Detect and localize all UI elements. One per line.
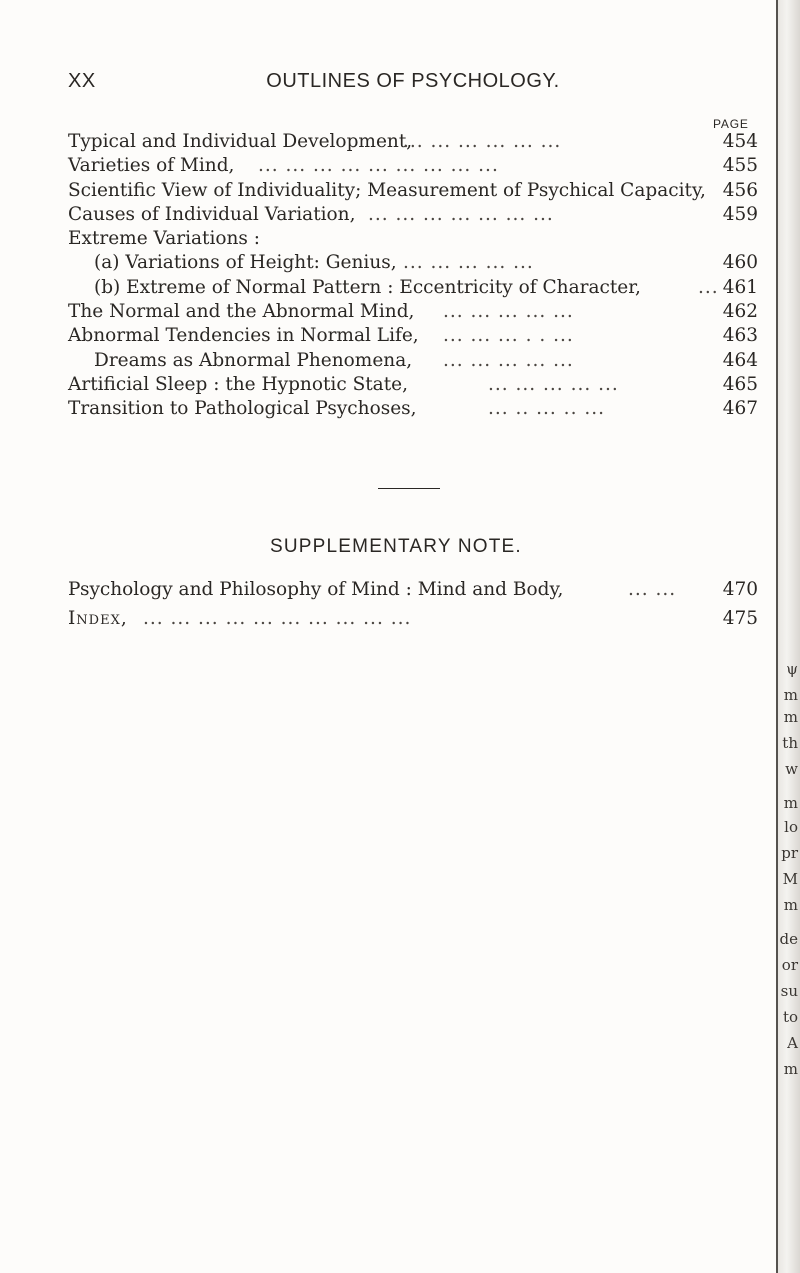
leader-dots: ... ... ... ... ... bbox=[443, 301, 574, 323]
toc-entry bbox=[68, 373, 758, 397]
toc-entry bbox=[68, 276, 758, 300]
entry-page: 464 bbox=[722, 349, 758, 371]
leader-dots: ... ... ... ... ... bbox=[488, 373, 619, 395]
entry-page: 463 bbox=[722, 325, 758, 347]
edge-fragment: m bbox=[783, 708, 798, 726]
entry-label: Transition to Pathological Psychoses, bbox=[68, 398, 417, 420]
leader-dots: ... ... ... ... ... ... bbox=[403, 131, 562, 152]
entry-label: Dreams as Abnormal Phenomena, bbox=[94, 349, 413, 371]
edge-fragment: m bbox=[783, 794, 798, 812]
leader-dots: ... ... ... ... ... ... ... ... ... bbox=[258, 155, 499, 177]
toc-entry bbox=[68, 251, 758, 275]
entry-label: The Normal and the Abnormal Mind, bbox=[68, 301, 415, 323]
entry-page: 460 bbox=[722, 252, 758, 274]
entry-label: Abnormal Tendencies in Normal Life, bbox=[68, 325, 419, 347]
page-number: XX bbox=[68, 70, 96, 92]
table-of-contents bbox=[68, 130, 758, 422]
toc-entry bbox=[68, 397, 758, 421]
entry-page: 470 bbox=[722, 579, 758, 600]
leader-dots: ... ... ... ... ... ... ... ... ... ... bbox=[143, 608, 412, 629]
entry-page: 467 bbox=[722, 398, 758, 420]
edge-fragment: lo bbox=[784, 818, 798, 836]
edge-fragment: de bbox=[779, 930, 798, 948]
supplementary-contents bbox=[68, 578, 758, 636]
page-column-label: PAGE bbox=[713, 117, 749, 131]
toc-entry bbox=[68, 578, 758, 607]
edge-fragment: ψ bbox=[786, 660, 798, 678]
running-title: OUTLINES OF PSYCHOLOGY. bbox=[266, 70, 560, 92]
edge-fragment: to bbox=[782, 1008, 798, 1026]
leader-dots: ... ... ... ... ... bbox=[443, 349, 574, 371]
entry-label: Index, bbox=[68, 608, 128, 629]
entry-page: 462 bbox=[722, 301, 758, 323]
entry-label: Typical and Individual Development, bbox=[68, 131, 413, 152]
leader-dots: ... ... ... . . ... bbox=[443, 325, 574, 347]
toc-entry bbox=[68, 227, 758, 251]
edge-fragment: m bbox=[783, 1060, 798, 1078]
leader-dots: ... ... ... ... ... ... ... bbox=[368, 203, 554, 225]
entry-page: 465 bbox=[722, 373, 758, 395]
section-divider bbox=[378, 488, 440, 489]
edge-fragment: m bbox=[783, 686, 798, 704]
leader-dots: ... .. ... .. ... bbox=[488, 398, 605, 420]
toc-entry bbox=[68, 130, 758, 154]
edge-fragment: M bbox=[782, 870, 798, 888]
entry-label: Causes of Individual Variation, bbox=[68, 203, 356, 225]
entry-page: 454 bbox=[722, 131, 758, 152]
toc-entry bbox=[68, 154, 758, 178]
entry-page: 461 bbox=[722, 276, 758, 298]
leader-dots: ... bbox=[698, 276, 719, 298]
edge-fragment: th bbox=[782, 734, 798, 752]
leader-dots: ... ... bbox=[628, 579, 677, 600]
entry-page: 459 bbox=[722, 203, 758, 225]
toc-entry bbox=[68, 607, 758, 636]
entry-label: Psychology and Philosophy of Mind : Mind and Body, bbox=[68, 579, 564, 600]
toc-entry bbox=[68, 300, 758, 324]
edge-fragment: su bbox=[780, 982, 798, 1000]
edge-fragment: m bbox=[783, 896, 798, 914]
toc-entry bbox=[68, 179, 758, 203]
entry-page: 475 bbox=[722, 608, 758, 629]
supplementary-title: SUPPLEMENTARY NOTE. bbox=[270, 536, 522, 557]
edge-fragment: w bbox=[785, 760, 798, 778]
leader-dots: ... ... ... ... ... bbox=[403, 252, 534, 274]
entry-label: Extreme Variations : bbox=[68, 228, 261, 250]
entry-label: Varieties of Mind, bbox=[68, 155, 235, 177]
adjacent-page-edge bbox=[776, 0, 800, 1273]
entry-label: Artificial Sleep : the Hypnotic State, bbox=[68, 373, 408, 395]
entry-label: (a) Variations of Height: Genius, bbox=[94, 252, 397, 274]
edge-fragment: pr bbox=[781, 844, 798, 862]
edge-fragment: or bbox=[781, 956, 798, 974]
edge-fragment: A bbox=[787, 1034, 798, 1052]
toc-entry bbox=[68, 324, 758, 348]
entry-page: 456 bbox=[722, 179, 758, 201]
toc-entry bbox=[68, 349, 758, 373]
toc-entry bbox=[68, 203, 758, 227]
entry-label: Scientific View of Individuality; Measurement of Psychical Capacity, bbox=[68, 179, 706, 201]
entry-page: 455 bbox=[722, 155, 758, 177]
running-header bbox=[68, 70, 758, 94]
entry-label: (b) Extreme of Normal Pattern : Eccentricity of Character, bbox=[94, 276, 641, 298]
